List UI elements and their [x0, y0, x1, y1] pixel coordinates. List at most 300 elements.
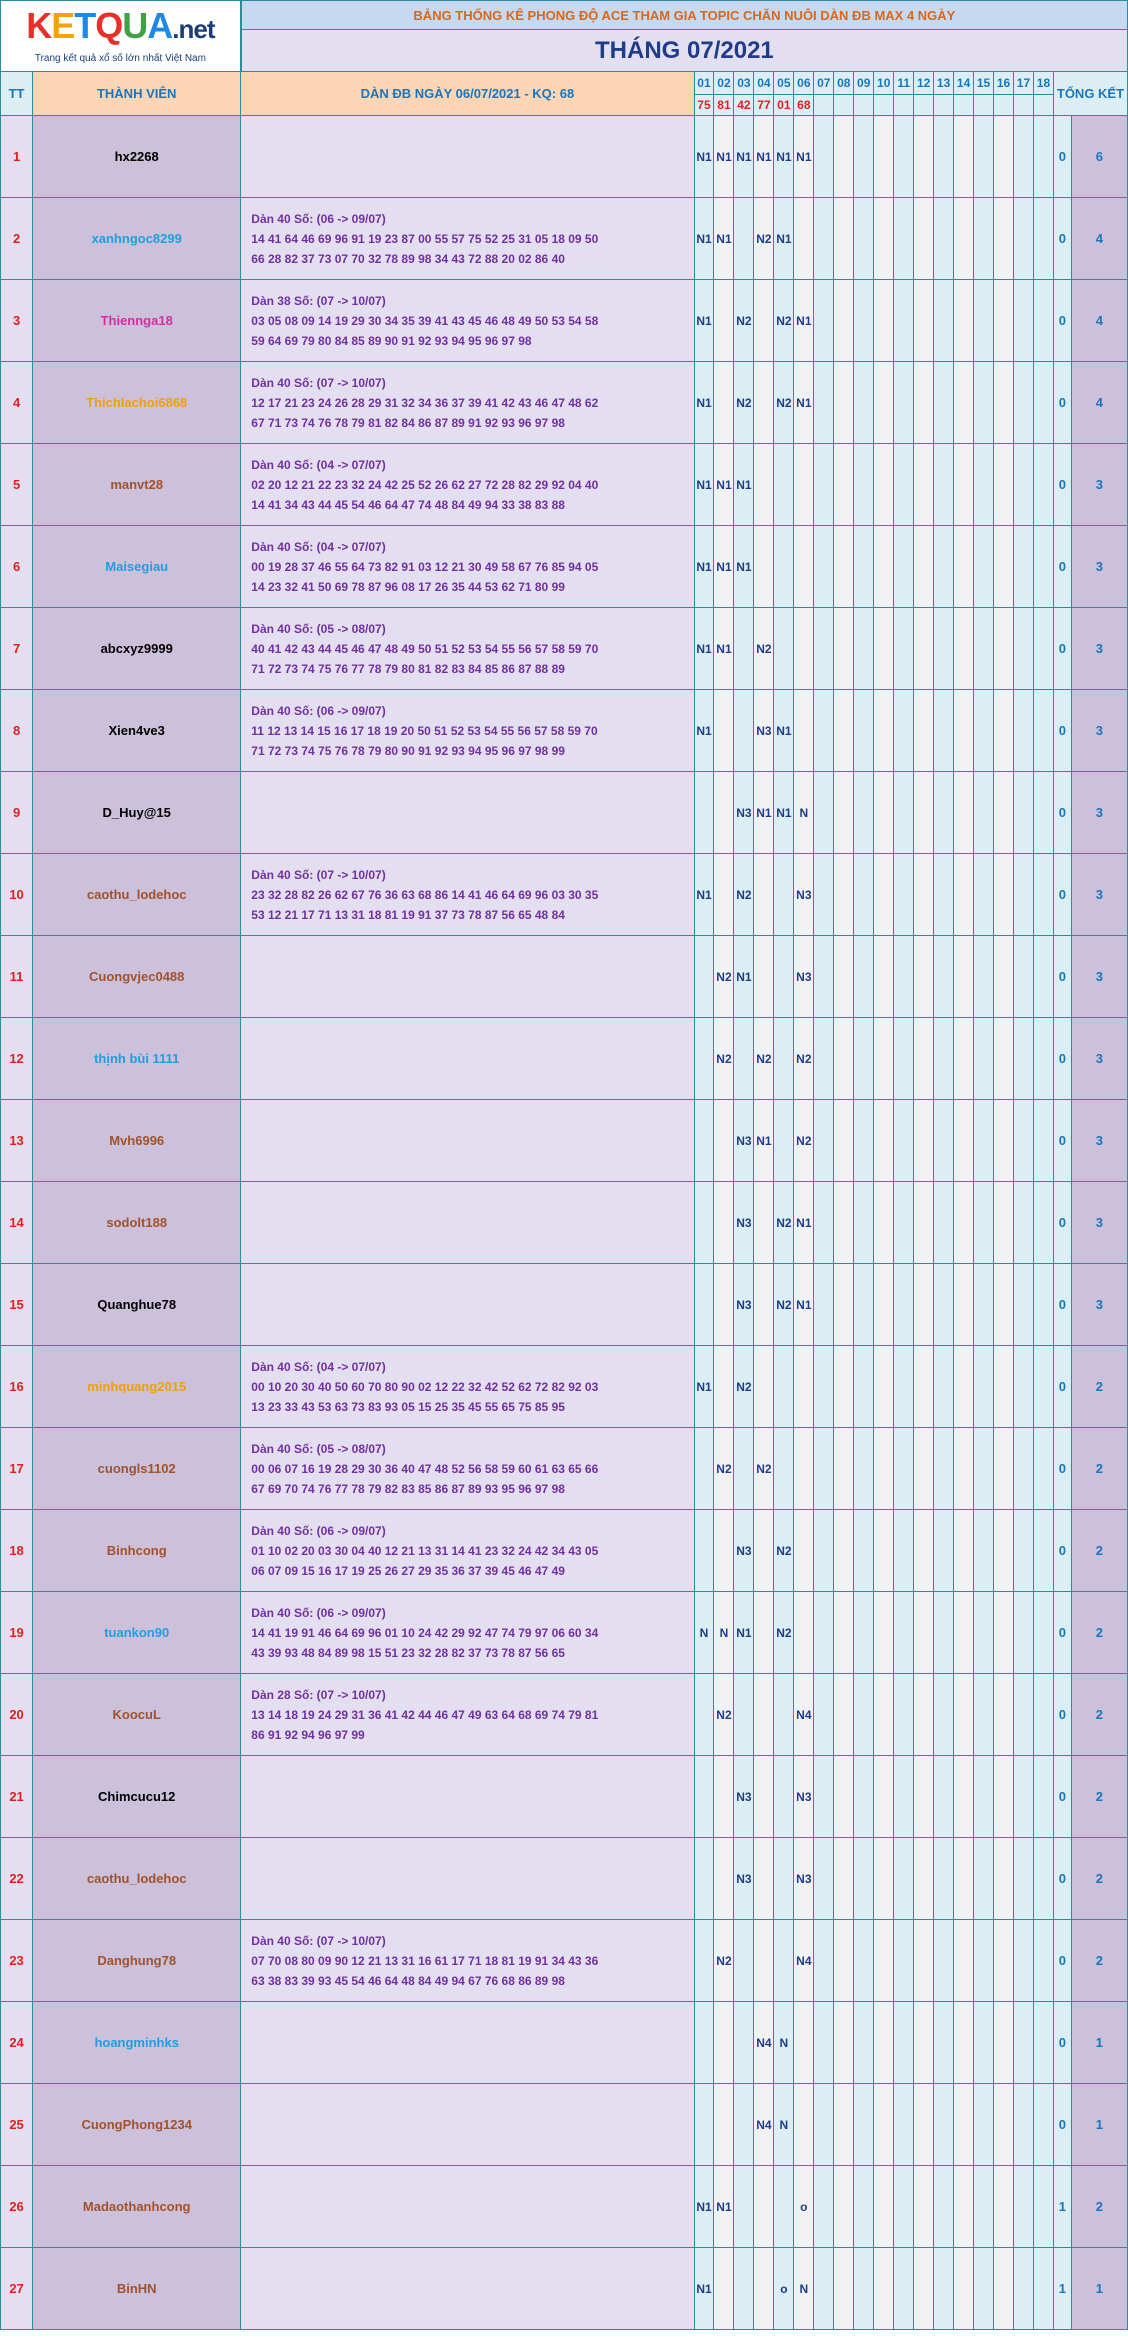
logo-letter: T	[74, 5, 96, 46]
day-mark	[874, 2002, 894, 2084]
member-name: Danghung78	[33, 1920, 241, 2002]
day-mark	[854, 2084, 874, 2166]
day-mark: N3	[794, 936, 814, 1018]
day-mark	[714, 772, 734, 854]
table-row	[1, 526, 1128, 608]
day-mark	[774, 1920, 794, 2002]
day-mark	[754, 444, 774, 526]
logo-suffix: .net	[172, 14, 215, 44]
day-mark	[1014, 1018, 1034, 1100]
day-mark	[814, 1018, 834, 1100]
row-number: 10	[1, 854, 33, 936]
day-mark	[934, 1920, 954, 2002]
day-mark	[1033, 772, 1053, 854]
dan-line: Dàn 40 Số: (04 -> 07/07)	[251, 539, 386, 554]
day-mark	[914, 1756, 934, 1838]
day-mark: o	[774, 2248, 794, 2330]
logo-letter: U	[122, 5, 148, 46]
table-row	[1, 608, 1128, 690]
day-mark	[754, 854, 774, 936]
dan-line: 67 71 73 74 76 78 79 81 82 84 86 87 89 91 92 93 96 97 98	[251, 415, 565, 430]
day-mark: N2	[714, 1920, 734, 2002]
day-mark	[834, 1428, 854, 1510]
day-mark: N1	[694, 362, 714, 444]
row-number: 16	[1, 1346, 33, 1428]
day-mark	[974, 2166, 994, 2248]
day-mark	[734, 1018, 754, 1100]
dan-line: Dàn 28 Số: (07 -> 10/07)	[251, 1687, 386, 1702]
day-mark: N1	[714, 198, 734, 280]
day-header: 14	[954, 72, 974, 95]
day-mark	[814, 690, 834, 772]
dan-cell	[241, 1428, 694, 1510]
day-mark	[814, 362, 834, 444]
table-row	[1, 2002, 1128, 2084]
day-mark: N3	[734, 1838, 754, 1920]
day-mark	[714, 1756, 734, 1838]
day-mark	[954, 280, 974, 362]
day-header: 11	[894, 72, 914, 95]
day-mark	[774, 2166, 794, 2248]
day-mark: N3	[734, 1756, 754, 1838]
day-mark	[974, 444, 994, 526]
dan-line: 63 38 83 39 93 45 54 46 64 48 84 49 94 67 76 68 86 89 98	[251, 1973, 565, 1988]
day-mark: N3	[734, 772, 754, 854]
day-mark	[914, 690, 934, 772]
day-mark	[834, 1264, 854, 1346]
day-mark	[894, 1428, 914, 1510]
day-mark	[714, 362, 734, 444]
day-result	[1014, 95, 1034, 116]
day-mark	[734, 2166, 754, 2248]
day-mark	[694, 1018, 714, 1100]
total-count: 2	[1071, 1510, 1127, 1592]
day-mark	[814, 1264, 834, 1346]
day-mark	[974, 1182, 994, 1264]
day-mark	[774, 936, 794, 1018]
day-mark	[994, 1100, 1014, 1182]
dan-cell	[241, 1346, 694, 1428]
member-name: KoocuL	[33, 1674, 241, 1756]
day-header: 04	[754, 72, 774, 95]
day-mark	[974, 362, 994, 444]
day-mark: N1	[714, 526, 734, 608]
day-mark	[854, 1182, 874, 1264]
day-result	[934, 95, 954, 116]
day-mark	[834, 2002, 854, 2084]
day-mark	[854, 116, 874, 198]
day-mark	[814, 2166, 834, 2248]
day-mark	[794, 444, 814, 526]
day-mark	[794, 608, 814, 690]
day-mark	[1033, 1838, 1053, 1920]
day-mark	[934, 690, 954, 772]
miss-count: 0	[1053, 280, 1071, 362]
day-mark	[794, 198, 814, 280]
day-mark	[934, 1100, 954, 1182]
day-mark	[754, 2166, 774, 2248]
table-row	[1, 1592, 1128, 1674]
day-mark	[914, 854, 934, 936]
day-mark	[834, 936, 854, 1018]
row-number: 24	[1, 2002, 33, 2084]
day-mark	[894, 1264, 914, 1346]
day-mark	[834, 1756, 854, 1838]
day-mark	[1014, 526, 1034, 608]
day-mark	[834, 1510, 854, 1592]
day-mark	[854, 2002, 874, 2084]
miss-count: 0	[1053, 1674, 1071, 1756]
day-mark	[994, 2002, 1014, 2084]
member-name: hx2268	[33, 116, 241, 198]
day-mark	[854, 2248, 874, 2330]
day-mark	[814, 198, 834, 280]
day-mark: N1	[714, 2166, 734, 2248]
miss-count: 0	[1053, 2002, 1071, 2084]
dan-cell	[241, 1100, 694, 1182]
dan-line: 71 72 73 74 75 76 78 79 80 90 91 92 93 94 95 96 97 98 99	[251, 743, 565, 758]
row-number: 4	[1, 362, 33, 444]
table-row	[1, 1510, 1128, 1592]
day-mark	[694, 936, 714, 1018]
day-mark	[954, 526, 974, 608]
day-mark	[894, 854, 914, 936]
day-mark: N1	[794, 362, 814, 444]
row-number: 17	[1, 1428, 33, 1510]
miss-count: 0	[1053, 1182, 1071, 1264]
day-mark	[874, 198, 894, 280]
day-mark	[934, 1018, 954, 1100]
dan-cell	[241, 444, 694, 526]
day-mark	[774, 1674, 794, 1756]
day-mark	[734, 690, 754, 772]
dan-line: 14 41 34 43 44 45 54 46 64 47 74 48 84 49 94 33 38 83 88	[251, 497, 565, 512]
day-mark: N1	[754, 116, 774, 198]
day-mark	[954, 1674, 974, 1756]
day-mark	[854, 854, 874, 936]
day-mark	[954, 1100, 974, 1182]
day-mark	[1014, 772, 1034, 854]
day-mark	[714, 280, 734, 362]
day-mark	[754, 1838, 774, 1920]
day-mark	[814, 2002, 834, 2084]
row-number: 20	[1, 1674, 33, 1756]
day-mark	[814, 608, 834, 690]
day-mark	[834, 1592, 854, 1674]
day-mark	[774, 1756, 794, 1838]
total-count: 2	[1071, 1756, 1127, 1838]
row-number: 2	[1, 198, 33, 280]
day-mark	[1014, 1264, 1034, 1346]
day-mark	[954, 2084, 974, 2166]
day-mark	[1033, 2248, 1053, 2330]
day-mark: N1	[694, 280, 714, 362]
day-result: 81	[714, 95, 734, 116]
day-mark: N1	[794, 1264, 814, 1346]
day-mark	[714, 1510, 734, 1592]
day-mark	[814, 2248, 834, 2330]
day-mark	[954, 1756, 974, 1838]
day-mark: N1	[734, 936, 754, 1018]
day-mark	[934, 1510, 954, 1592]
day-mark	[1014, 1838, 1034, 1920]
table-row	[1, 1920, 1128, 2002]
day-mark	[834, 526, 854, 608]
row-number: 14	[1, 1182, 33, 1264]
day-mark	[854, 1674, 874, 1756]
day-mark: N2	[774, 362, 794, 444]
day-mark	[754, 1920, 774, 2002]
dan-line: 11 12 13 14 15 16 17 18 19 20 50 51 52 53 54 55 56 57 58 59 70	[251, 723, 598, 738]
day-mark	[914, 1674, 934, 1756]
table-row	[1, 280, 1128, 362]
day-mark	[1033, 1592, 1053, 1674]
day-mark	[914, 2248, 934, 2330]
day-mark	[1033, 280, 1053, 362]
day-mark	[854, 1510, 874, 1592]
day-mark: N1	[694, 444, 714, 526]
day-result	[894, 95, 914, 116]
month-title: THÁNG 07/2021	[241, 30, 1128, 72]
day-mark	[914, 936, 934, 1018]
day-mark: N1	[734, 1592, 754, 1674]
row-number: 6	[1, 526, 33, 608]
total-count: 2	[1071, 1920, 1127, 2002]
dan-line: 12 17 21 23 24 26 28 29 31 32 34 36 37 39 41 42 43 46 47 48 62	[251, 395, 599, 410]
dan-cell	[241, 1920, 694, 2002]
day-mark	[1014, 2002, 1034, 2084]
day-mark	[994, 608, 1014, 690]
day-header: 17	[1014, 72, 1034, 95]
day-mark	[734, 2084, 754, 2166]
day-mark	[814, 2084, 834, 2166]
logo-letter: Q	[95, 5, 123, 46]
day-mark	[1033, 1674, 1053, 1756]
day-mark	[694, 1756, 714, 1838]
day-mark	[894, 1756, 914, 1838]
miss-count: 0	[1053, 1100, 1071, 1182]
day-mark	[994, 690, 1014, 772]
day-header: 10	[874, 72, 894, 95]
day-mark	[874, 1592, 894, 1674]
day-mark	[894, 608, 914, 690]
day-mark	[954, 608, 974, 690]
day-mark	[1033, 1510, 1053, 1592]
day-mark	[774, 1838, 794, 1920]
total-count: 3	[1071, 444, 1127, 526]
row-number: 25	[1, 2084, 33, 2166]
member-name: Quanghue78	[33, 1264, 241, 1346]
miss-count: 1	[1053, 2166, 1071, 2248]
day-mark: N	[774, 2002, 794, 2084]
table-row	[1, 444, 1128, 526]
day-mark	[854, 2166, 874, 2248]
day-mark	[774, 854, 794, 936]
miss-count: 0	[1053, 1264, 1071, 1346]
day-mark	[874, 690, 894, 772]
day-mark	[994, 2248, 1014, 2330]
day-mark	[874, 854, 894, 936]
day-mark	[954, 1346, 974, 1428]
day-mark	[794, 1592, 814, 1674]
miss-count: 0	[1053, 2084, 1071, 2166]
total-count: 1	[1071, 2084, 1127, 2166]
day-mark	[934, 608, 954, 690]
dan-line: 13 23 33 43 53 63 73 83 93 05 15 25 35 45 55 65 75 85 95	[251, 1399, 565, 1414]
day-mark: N2	[734, 280, 754, 362]
day-mark: N1	[714, 608, 734, 690]
miss-count: 0	[1053, 1428, 1071, 1510]
day-mark	[934, 1838, 954, 1920]
day-mark	[794, 1510, 814, 1592]
day-mark	[1014, 936, 1034, 1018]
day-mark	[794, 1346, 814, 1428]
day-mark: N2	[714, 1674, 734, 1756]
day-mark	[814, 1100, 834, 1182]
day-mark: N3	[794, 1756, 814, 1838]
day-mark: N2	[774, 1510, 794, 1592]
day-mark	[874, 1018, 894, 1100]
day-mark: N1	[794, 280, 814, 362]
day-mark	[994, 1510, 1014, 1592]
row-number: 7	[1, 608, 33, 690]
row-number: 26	[1, 2166, 33, 2248]
day-mark	[1014, 362, 1034, 444]
day-mark	[894, 362, 914, 444]
day-mark	[914, 526, 934, 608]
day-mark	[694, 1264, 714, 1346]
day-mark: N	[694, 1592, 714, 1674]
day-mark	[894, 2002, 914, 2084]
day-result: 77	[754, 95, 774, 116]
row-number: 11	[1, 936, 33, 1018]
day-mark	[854, 772, 874, 854]
day-header: 16	[994, 72, 1014, 95]
miss-count: 0	[1053, 1018, 1071, 1100]
day-mark	[834, 2084, 854, 2166]
day-mark	[914, 444, 934, 526]
day-mark	[734, 2248, 754, 2330]
miss-count: 0	[1053, 444, 1071, 526]
dan-line: 01 10 02 20 03 30 04 40 12 21 13 31 14 41 23 32 24 42 34 43 05	[251, 1543, 599, 1558]
day-mark	[714, 1182, 734, 1264]
total-count: 4	[1071, 362, 1127, 444]
member-name: thịnh bùi 1111	[33, 1018, 241, 1100]
day-mark	[814, 116, 834, 198]
dan-line: Dàn 40 Số: (06 -> 09/07)	[251, 1523, 386, 1538]
day-mark	[754, 362, 774, 444]
day-mark	[1033, 1346, 1053, 1428]
table-row	[1, 2248, 1128, 2330]
day-mark	[854, 1920, 874, 2002]
day-mark: N1	[714, 444, 734, 526]
day-mark	[694, 2084, 714, 2166]
table-title: BẢNG THỐNG KÊ PHONG ĐỘ ACE THAM GIA TOPIC CHĂN NUÔI DÀN ĐB MAX 4 NGÀY	[241, 1, 1128, 30]
day-mark	[934, 116, 954, 198]
day-mark	[934, 526, 954, 608]
day-mark	[894, 936, 914, 1018]
total-count: 2	[1071, 1346, 1127, 1428]
day-mark	[974, 1346, 994, 1428]
day-mark	[1033, 608, 1053, 690]
day-mark	[834, 854, 854, 936]
day-mark	[874, 1264, 894, 1346]
dan-line: 00 06 07 16 19 28 29 30 36 40 47 48 52 56 58 59 60 61 63 65 66	[251, 1461, 599, 1476]
day-mark	[694, 1510, 714, 1592]
day-mark	[814, 1346, 834, 1428]
day-mark	[934, 2084, 954, 2166]
day-mark	[814, 1428, 834, 1510]
day-mark	[874, 1756, 894, 1838]
day-mark	[774, 1100, 794, 1182]
day-mark	[734, 608, 754, 690]
day-mark	[874, 772, 894, 854]
day-mark	[694, 1920, 714, 2002]
day-mark	[1014, 690, 1034, 772]
day-mark: N	[714, 1592, 734, 1674]
day-mark: N2	[774, 1264, 794, 1346]
day-mark	[914, 1838, 934, 1920]
day-mark	[894, 1674, 914, 1756]
day-mark	[834, 280, 854, 362]
dan-line: 40 41 42 43 44 45 46 47 48 49 50 51 52 53 54 55 56 57 58 59 70	[251, 641, 599, 656]
site-logo	[1, 1, 241, 72]
day-mark	[994, 362, 1014, 444]
day-mark	[934, 2002, 954, 2084]
member-name: Chimcucu12	[33, 1756, 241, 1838]
day-header: 12	[914, 72, 934, 95]
table-row	[1, 1264, 1128, 1346]
miss-count: 0	[1053, 198, 1071, 280]
row-number: 5	[1, 444, 33, 526]
member-name: manvt28	[33, 444, 241, 526]
day-mark: N2	[794, 1100, 814, 1182]
day-mark	[1014, 2248, 1034, 2330]
day-mark	[1033, 526, 1053, 608]
day-mark: N1	[694, 526, 714, 608]
day-mark	[914, 362, 934, 444]
day-mark	[1033, 690, 1053, 772]
day-mark	[854, 1018, 874, 1100]
day-mark	[874, 1182, 894, 1264]
table-row	[1, 1428, 1128, 1510]
day-mark: N1	[734, 526, 754, 608]
day-mark	[874, 1346, 894, 1428]
dan-line: Dàn 40 Số: (06 -> 09/07)	[251, 211, 386, 226]
day-mark	[894, 1100, 914, 1182]
day-mark	[874, 1428, 894, 1510]
day-mark	[814, 280, 834, 362]
day-mark	[974, 1018, 994, 1100]
day-mark: N2	[774, 280, 794, 362]
day-mark	[914, 1920, 934, 2002]
day-mark: N3	[734, 1182, 754, 1264]
day-result: 42	[734, 95, 754, 116]
day-mark	[834, 1100, 854, 1182]
total-count: 2	[1071, 1838, 1127, 1920]
day-mark	[954, 1920, 974, 2002]
day-mark	[894, 2248, 914, 2330]
dan-line: 02 20 12 21 22 23 32 24 42 25 52 26 62 27 72 28 82 29 92 04 40	[251, 477, 599, 492]
day-mark	[974, 116, 994, 198]
total-count: 3	[1071, 772, 1127, 854]
day-mark: N	[794, 2248, 814, 2330]
row-number: 21	[1, 1756, 33, 1838]
day-mark	[814, 772, 834, 854]
day-mark	[1033, 1428, 1053, 1510]
day-result: 01	[774, 95, 794, 116]
day-mark	[874, 1838, 894, 1920]
